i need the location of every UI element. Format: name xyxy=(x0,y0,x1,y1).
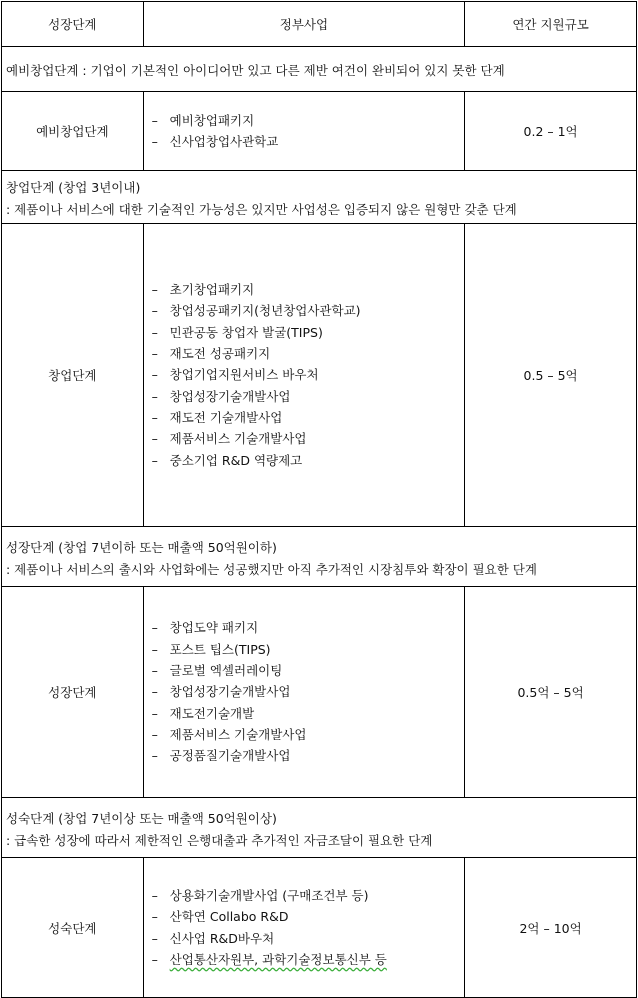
program-name: 산학연 Collabo R&D xyxy=(169,909,289,925)
program-name: 창업성장기술개발사업 xyxy=(169,684,291,700)
program-item xyxy=(152,660,465,681)
program-item xyxy=(152,617,465,638)
program-name: 창업기업지원서비스 바우처 xyxy=(169,367,319,383)
bullet-dash: – xyxy=(151,684,158,700)
program-name: 민관공동 창업자 발굴(TIPS) xyxy=(169,324,323,340)
program-name: 예비창업패키지 xyxy=(169,112,255,128)
bullet-dash: – xyxy=(151,388,158,404)
bullet-dash: – xyxy=(151,909,158,925)
support-table xyxy=(1,1,637,998)
program-item xyxy=(152,322,465,343)
section-description-row xyxy=(2,171,637,224)
description-line: 창업단계 (창업 3년이내) xyxy=(6,180,141,195)
program-list xyxy=(143,587,465,798)
bullet-dash: – xyxy=(151,134,158,149)
program-name: 재도전 성공패키지 xyxy=(169,346,271,362)
stage-name: 성장단계 xyxy=(2,587,144,798)
budget-value: 2억 – 10억 xyxy=(465,858,637,998)
header-stage: 성장단계 xyxy=(2,2,144,47)
program-name: 포스트 팁스(TIPS) xyxy=(169,641,271,657)
program-item xyxy=(152,906,465,927)
budget-value: 0.2 – 1억 xyxy=(465,92,637,171)
description-line: 예비창업단계 : 기업이 기본적인 아이디어만 있고 다른 제반 여건이 완비되어 있지 못한 단계 xyxy=(6,63,505,78)
budget-value: 0.5 – 5억 xyxy=(465,224,637,527)
bullet-dash: – xyxy=(151,951,158,967)
bullet-dash: – xyxy=(151,887,158,903)
program-item xyxy=(152,407,465,428)
program-name: 창업도약 패키지 xyxy=(169,620,259,636)
program-name: 공정품질기술개발사업 xyxy=(169,748,291,764)
bullet-dash: – xyxy=(151,431,158,447)
program-item xyxy=(152,703,465,724)
stage-row xyxy=(2,92,637,171)
program-name: 상용화기술개발사업 (구매조건부 등) xyxy=(169,887,369,903)
header-budget: 연간 지원규모 xyxy=(465,2,637,47)
program-item xyxy=(152,364,465,385)
description-line: 성숙단계 (창업 7년이상 또는 매출액 50억원이상) xyxy=(6,810,277,826)
section-description-row xyxy=(2,527,637,587)
description-line: 성장단계 (창업 7년이하 또는 매출액 50억원이하) xyxy=(6,539,277,555)
stage-name: 창업단계 xyxy=(2,224,144,527)
program-name: 글로벌 엑셀러레이팅 xyxy=(169,663,283,679)
program-list xyxy=(143,92,465,171)
stage-row xyxy=(2,858,637,998)
program-item xyxy=(152,639,465,660)
program-name: 창업성장기술개발사업 xyxy=(169,388,291,404)
program-list xyxy=(143,224,465,527)
stage-name: 예비창업단계 xyxy=(2,92,144,171)
program-name: 신사업 R&D바우처 xyxy=(169,930,275,946)
program-name: 산업통산자원부, 과학기술정보통신부 등 xyxy=(169,951,387,967)
bullet-dash: – xyxy=(151,112,158,128)
stage-name: 성숙단계 xyxy=(2,858,144,998)
program-name: 중소기업 R&D 역량제고 xyxy=(169,452,303,468)
bullet-dash: – xyxy=(151,367,158,383)
section-description xyxy=(2,527,637,587)
bullet-dash: – xyxy=(151,409,158,425)
bullet-dash: – xyxy=(151,930,158,946)
program-name: 재도전기술개발 xyxy=(169,705,255,721)
program-name: 재도전 기술개발사업 xyxy=(169,409,283,425)
program-item xyxy=(152,450,465,471)
program-list xyxy=(143,858,465,998)
budget-value: 0.5억 – 5억 xyxy=(465,587,637,798)
program-item xyxy=(152,949,465,970)
program-item xyxy=(152,343,465,364)
bullet-dash: – xyxy=(151,346,158,362)
bullet-dash: – xyxy=(151,705,158,721)
program-item xyxy=(152,386,465,407)
section-description xyxy=(2,47,637,92)
program-item xyxy=(152,745,465,766)
section-description xyxy=(2,798,637,858)
section-description xyxy=(2,171,637,224)
program-name: 제품서비스 기술개발사업 xyxy=(169,726,307,742)
bullet-dash: – xyxy=(151,324,158,340)
description-line: : 제품이나 서비스의 출시와 사업화에는 성공했지만 아직 추가적인 시장침투와 확장이 필요한 단계 xyxy=(6,561,537,577)
bullet-dash: – xyxy=(151,620,158,636)
bullet-dash: – xyxy=(151,748,158,764)
program-item xyxy=(152,110,465,131)
program-name: 창업성공패키지(청년창업사관학교) xyxy=(169,303,361,319)
program-name: 초기창업패키지 xyxy=(169,282,255,298)
program-name: 신사업창업사관학교 xyxy=(169,134,279,149)
program-item xyxy=(152,131,465,152)
section-description-row xyxy=(2,798,637,858)
bullet-dash: – xyxy=(151,641,158,657)
stage-row xyxy=(2,587,637,798)
stage-row xyxy=(2,224,637,527)
program-item xyxy=(152,300,465,321)
description-line: : 급속한 성장에 따라서 제한적인 은행대출과 추가적인 자금조달이 필요한 단계 xyxy=(6,832,433,848)
bullet-dash: – xyxy=(151,452,158,468)
section-description-row xyxy=(2,47,637,92)
header-program: 정부사업 xyxy=(143,2,465,47)
description-line: : 제품이나 서비스에 대한 기술적인 가능성은 있지만 사업성은 입증되지 않은 원형만 갖춘 단계 xyxy=(6,202,517,217)
program-name: 제품서비스 기술개발사업 xyxy=(169,431,307,447)
program-item xyxy=(152,928,465,949)
program-item xyxy=(152,885,465,906)
program-item xyxy=(152,428,465,449)
bullet-dash: – xyxy=(151,726,158,742)
bullet-dash: – xyxy=(151,663,158,679)
program-item xyxy=(152,681,465,702)
program-item xyxy=(152,724,465,745)
header-row xyxy=(2,2,637,47)
bullet-dash: – xyxy=(151,282,158,298)
bullet-dash: – xyxy=(151,303,158,319)
program-item xyxy=(152,279,465,300)
